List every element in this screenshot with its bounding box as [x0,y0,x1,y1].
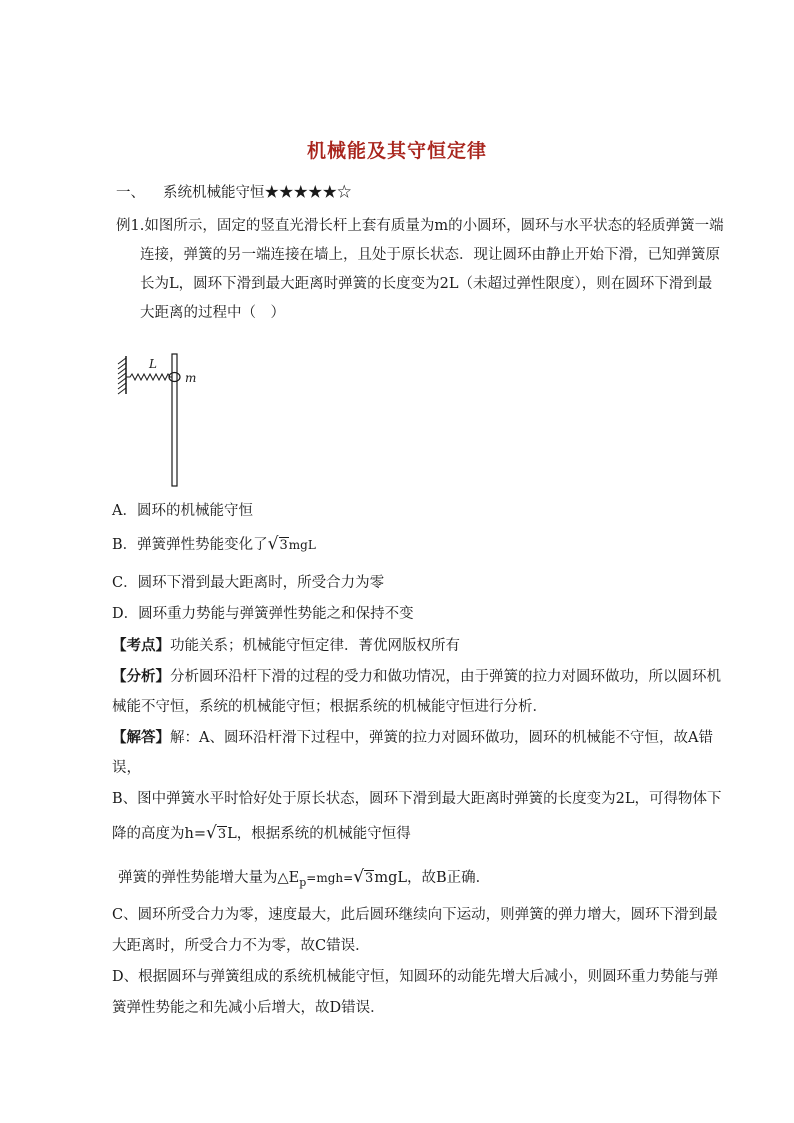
spring-length-label: L [149,357,157,371]
sqrt-symbol: √3 [267,534,288,554]
page-title: 机械能及其守恒定律 [306,140,487,162]
sqrt-symbol: √3 [353,867,374,887]
sqrt-symbol: √3 [206,823,227,843]
section-number: 一、 [116,185,145,201]
jieda-line-1: 【解答】解：A、圆环沿杆滑下过程中，弹簧的拉力对圆环做功，圆环的机械能不守恒，故A错 [112,729,713,746]
fenxi-line-1: 【分析】分析圆环沿杆下滑的过程的受力和做功情况，由于弹簧的拉力对圆环做功，所以圆环机 [112,668,721,685]
kaodian-tag: 【考点】 [112,637,170,654]
wall-hatching [118,358,126,394]
mass-label: m [185,371,197,385]
fenxi-line-2: 械能不守恒，系统的机械能守恒；根据系统的机械能守恒进行分析． [112,699,547,715]
example-line-2: 连接，弹簧的另一端连接在墙上，且处于原长状态．现让圆环由静止开始下滑，已知弹簧原 [140,247,720,263]
jieda-d-line-1: D、根据圆环与弹簧组成的系统机械能守恒，知圆环的动能先增大后减小，则圆环重力势能与弹 [112,969,719,985]
spring-ring-figure [112,350,222,490]
option-c: C．圆环下滑到最大距离时，所受合力为零 [112,575,385,591]
jieda-c-line-2: 大距离时，所受合力不为零，故C错误． [112,938,370,954]
section-text: 系统机械能守恒★★★★★☆ [163,185,352,201]
figure-svg [112,350,222,490]
spring [126,374,173,380]
example-line-1: 例1.如图所示，固定的竖直光滑长杆上套有质量为m的小圆环，圆环与水平状态的轻质弹簧一端 [116,218,724,234]
option-b: B．弹簧弹性势能变化了√3mgL [112,534,316,554]
jieda-line-2: 误， [112,760,141,776]
vertical-rod [172,354,177,486]
jieda-d-line-2: 簧弹性势能之和先减小后增大，故D错误． [112,1000,385,1016]
option-a: A．圆环的机械能守恒 [112,503,253,519]
kaodian-line: 【考点】功能关系；机械能守恒定律．菁优网版权所有 [112,637,460,654]
option-d: D．圆环重力势能与弹簧弹性势能之和保持不变 [112,606,414,622]
jieda-b-line-1: B、图中弹簧水平时恰好处于原长状态，圆环下滑到最大距离时弹簧的长度变为2L，可得物体下 [112,791,722,807]
fenxi-tag: 【分析】 [112,668,170,685]
example-line-4: 大距离的过程中（ ） [140,305,285,321]
jieda-b-line-2: 降的高度为h=√3L，根据系统的机械能守恒得 [112,823,411,843]
jieda-tag: 【解答】 [112,729,170,746]
jieda-b-line-3: 弹簧的弹性势能增大量为$\triangle E_p=mgh=√3mgL$，故B正确． [118,867,491,889]
section-heading [116,181,352,202]
example-label: 例1. [116,218,145,234]
jieda-c-line-1: C、圆环所受合力为零，速度最大，此后圆环继续向下运动，则弹簧的弹力增大，圆环下滑到最 [112,907,718,923]
example-line-3: 长为L，圆环下滑到最大距离时弹簧的长度变为2L（未超过弹性限度），则在圆环下滑到最 [140,276,713,292]
